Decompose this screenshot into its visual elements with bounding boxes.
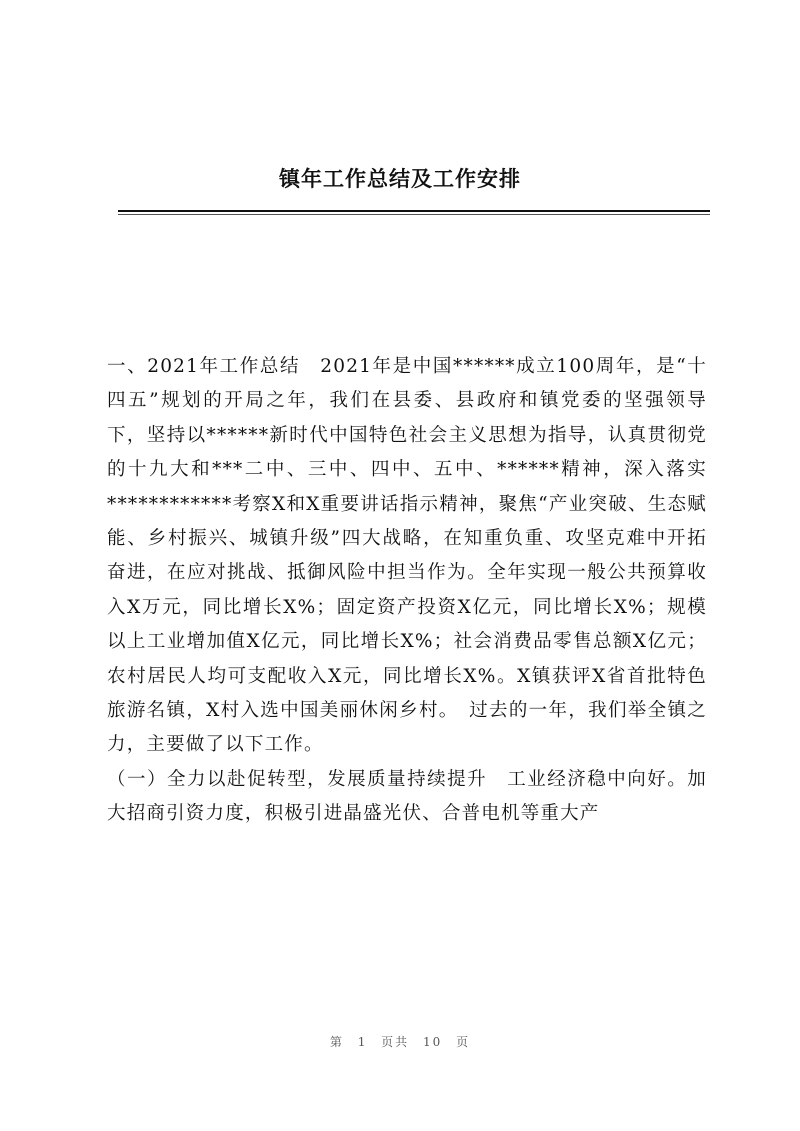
paragraph-section-one: （一）全力以赴促转型，发展质量持续提升 工业经济稳中向好。加大招商引资力度，积极引进晶盛光伏、合普电机等重大产 bbox=[107, 768, 707, 825]
paragraph-summary: 一、2021年工作总结 2021年是中国******成立100周年，是“十四五”规划的开局之年，我们在县委、县政府和镇党委的坚强领导下，坚持以******新时代中国特色社会主义思想为指导，认真贯彻党的十九大和***二中、三中、四中、五中、******精神，深入落实************考察X和X重要讲话指示精神，聚焦“产业突破、生态赋能、乡村振兴、城镇升级”四大战略，在知重负重、攻坚克难中开拓奋进，在应对挑战、抵御风险中担当作为。全年实现一般公共预算收入X万元，同比增长X%；固定资产投资X亿元，同比增长X%；规模以上工业增加值X亿元，同比增长X%；社会消费品零售总额X亿元；农村居民人均可支配收入X元，同比增长X%。X镇获评X省首批特色旅游名镇，X村入选中国美丽休闲乡村。 过去的一年，我们举全镇之力，主要做了以下工作。 bbox=[107, 356, 707, 756]
footer-page-number: 1 bbox=[357, 1035, 368, 1049]
footer-total-pages: 10 bbox=[423, 1035, 443, 1049]
title-underline bbox=[118, 210, 710, 212]
page-footer bbox=[0, 1033, 800, 1050]
title-underline-thin bbox=[118, 214, 710, 215]
footer-mid: 页共 bbox=[381, 1035, 410, 1049]
document-title: 镇年工作总结及工作安排 bbox=[279, 167, 521, 191]
footer-suffix: 页 bbox=[456, 1035, 471, 1049]
document-body bbox=[107, 350, 707, 832]
footer-prefix: 第 bbox=[329, 1035, 344, 1049]
